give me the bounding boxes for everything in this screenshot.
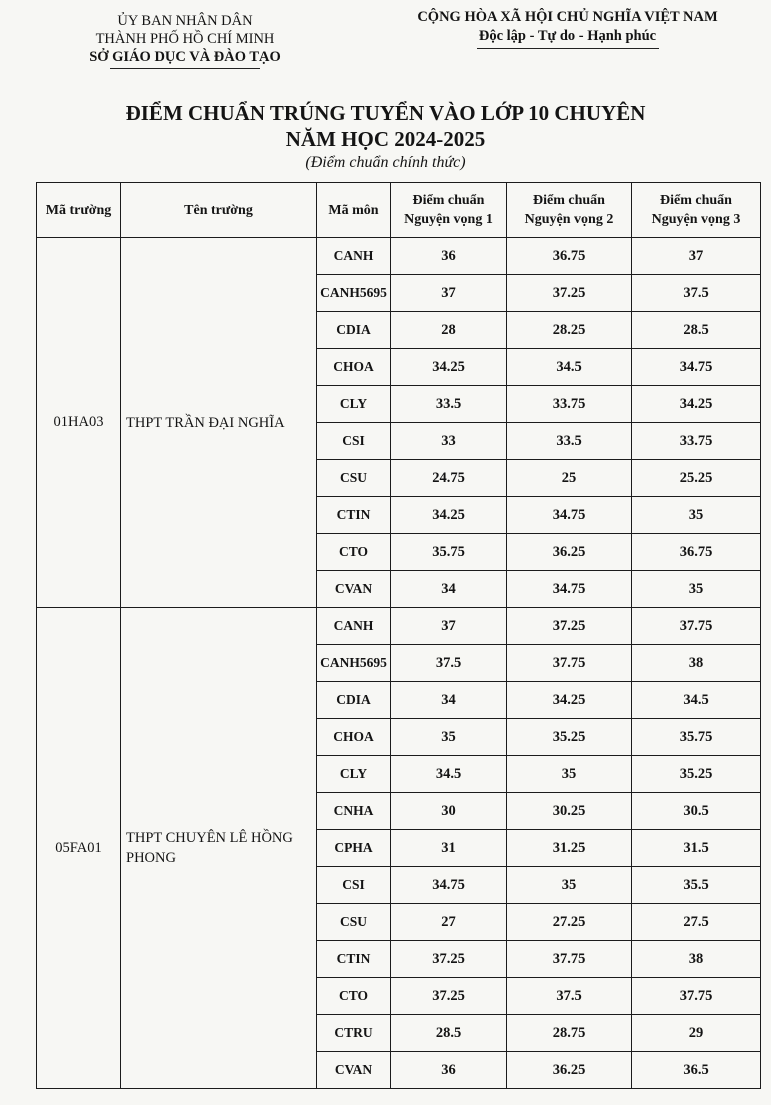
- nv3-score-cell: 37.5: [632, 275, 761, 312]
- nv2-score-cell: 31.25: [507, 830, 632, 867]
- table-row: [37, 238, 761, 275]
- nv1-score-cell: 34: [391, 571, 507, 608]
- subject-code-cell: CVAN: [317, 1052, 391, 1089]
- subject-code-cell: CLY: [317, 386, 391, 423]
- subject-code-cell: CVAN: [317, 571, 391, 608]
- nv2-score-cell: 37.25: [507, 608, 632, 645]
- nv2-score-cell: 34.25: [507, 682, 632, 719]
- subject-code-cell: CSI: [317, 423, 391, 460]
- nv3-score-cell: 37: [632, 238, 761, 275]
- nv3-score-cell: 27.5: [632, 904, 761, 941]
- nv2-score-cell: 34.5: [507, 349, 632, 386]
- national-title: CỘNG HÒA XÃ HỘI CHỦ NGHĨA VIỆT NAM: [417, 9, 718, 25]
- nv2-score-cell: 34.75: [507, 497, 632, 534]
- school-name-cell: THPT TRẦN ĐẠI NGHĨA: [121, 238, 317, 608]
- header-subject-code: Mã môn: [317, 183, 391, 238]
- issuer-underline: [110, 68, 260, 69]
- subject-code-cell: CANH5695: [317, 275, 391, 312]
- nv3-score-cell: 34.25: [632, 386, 761, 423]
- nv3-score-cell: 25.25: [632, 460, 761, 497]
- subject-code-cell: CANH: [317, 608, 391, 645]
- header-nv2-line2: Nguyện vọng 2: [524, 212, 614, 227]
- nv1-score-cell: 33.5: [391, 386, 507, 423]
- nv1-score-cell: 28.5: [391, 1015, 507, 1052]
- nv1-score-cell: 34.75: [391, 867, 507, 904]
- document-year: NĂM HỌC 2024-2025: [285, 127, 486, 151]
- cutoff-score-table: [36, 182, 761, 1089]
- nv2-score-cell: 35.25: [507, 719, 632, 756]
- nv1-score-cell: 30: [391, 793, 507, 830]
- subject-code-cell: CTO: [317, 534, 391, 571]
- subject-code-cell: CTRU: [317, 1015, 391, 1052]
- nv2-score-cell: 30.25: [507, 793, 632, 830]
- header-nv1-line2: Nguyện vọng 1: [404, 212, 493, 227]
- nv1-score-cell: 36: [391, 1052, 507, 1089]
- nv2-score-cell: 27.25: [507, 904, 632, 941]
- nv2-score-cell: 35: [507, 867, 632, 904]
- school-name-cell: THPT CHUYÊN LÊ HỒNG PHONG: [121, 608, 317, 1089]
- header-school-code: Mã trường: [37, 183, 121, 238]
- issuer-line-3: SỞ GIÁO DỤC VÀ ĐÀO TẠO: [89, 49, 281, 65]
- header-nv1-line1: Điểm chuẩn: [412, 193, 485, 208]
- nv1-score-cell: 33: [391, 423, 507, 460]
- nv2-score-cell: 36.25: [507, 534, 632, 571]
- header-nv3-line2: Nguyện vọng 3: [651, 212, 741, 227]
- nv1-score-cell: 34: [391, 682, 507, 719]
- subject-code-cell: CANH5695: [317, 645, 391, 682]
- issuer-line-1: ỦY BAN NHÂN DÂN: [117, 13, 253, 29]
- nv2-score-cell: 37.25: [507, 275, 632, 312]
- subject-code-cell: CPHA: [317, 830, 391, 867]
- nv1-score-cell: 27: [391, 904, 507, 941]
- nv2-score-cell: 36.25: [507, 1052, 632, 1089]
- nv3-score-cell: 38: [632, 645, 761, 682]
- subject-code-cell: CDIA: [317, 682, 391, 719]
- issuer-header: [40, 12, 330, 69]
- nv1-score-cell: 37.5: [391, 645, 507, 682]
- nv3-score-cell: 35.5: [632, 867, 761, 904]
- nv3-score-cell: 37.75: [632, 608, 761, 645]
- header-nv2-line1: Điểm chuẩn: [533, 193, 605, 208]
- nv3-score-cell: 38: [632, 941, 761, 978]
- nv1-score-cell: 34.25: [391, 497, 507, 534]
- document-subtitle: (Điểm chuẩn chính thức): [305, 154, 466, 171]
- motto-underline: [477, 48, 659, 49]
- nv1-score-cell: 31: [391, 830, 507, 867]
- table-body: [37, 238, 761, 1089]
- nv2-score-cell: 37.75: [507, 941, 632, 978]
- nv1-score-cell: 37.25: [391, 941, 507, 978]
- school-code-cell: 05FA01: [37, 608, 121, 1089]
- nv3-score-cell: 31.5: [632, 830, 761, 867]
- nv2-score-cell: 33.5: [507, 423, 632, 460]
- nv2-score-cell: 28.75: [507, 1015, 632, 1052]
- subject-code-cell: CTO: [317, 978, 391, 1015]
- nv2-score-cell: 36.75: [507, 238, 632, 275]
- nv2-score-cell: 25: [507, 460, 632, 497]
- header-nv3-line1: Điểm chuẩn: [660, 193, 732, 208]
- nv1-score-cell: 37.25: [391, 978, 507, 1015]
- nv1-score-cell: 34.25: [391, 349, 507, 386]
- nv2-score-cell: 37.5: [507, 978, 632, 1015]
- subject-code-cell: CTIN: [317, 941, 391, 978]
- subject-code-cell: CTIN: [317, 497, 391, 534]
- table-row: [37, 608, 761, 645]
- nv1-score-cell: 36: [391, 238, 507, 275]
- nv3-score-cell: 35.75: [632, 719, 761, 756]
- subject-code-cell: CSI: [317, 867, 391, 904]
- nv3-score-cell: 35: [632, 571, 761, 608]
- nv3-score-cell: 36.75: [632, 534, 761, 571]
- subject-code-cell: CANH: [317, 238, 391, 275]
- nv1-score-cell: 35.75: [391, 534, 507, 571]
- nv2-score-cell: 33.75: [507, 386, 632, 423]
- issuer-line-2: THÀNH PHỐ HỒ CHÍ MINH: [95, 31, 275, 47]
- nv3-score-cell: 37.75: [632, 978, 761, 1015]
- nv2-score-cell: 37.75: [507, 645, 632, 682]
- nv3-score-cell: 34.75: [632, 349, 761, 386]
- subject-code-cell: CHOA: [317, 349, 391, 386]
- nv3-score-cell: 36.5: [632, 1052, 761, 1089]
- header-nv2: [507, 183, 632, 238]
- nv3-score-cell: 35.25: [632, 756, 761, 793]
- document-title: ĐIỂM CHUẨN TRÚNG TUYỂN VÀO LỚP 10 CHUYÊN: [125, 101, 646, 125]
- header-nv1: [391, 183, 507, 238]
- subject-code-cell: CSU: [317, 460, 391, 497]
- school-code-cell: 01HA03: [37, 238, 121, 608]
- nv1-score-cell: 35: [391, 719, 507, 756]
- table-header-row: [37, 183, 761, 238]
- national-header: [370, 8, 765, 49]
- header-nv3: [632, 183, 761, 238]
- nv1-score-cell: 34.5: [391, 756, 507, 793]
- nv1-score-cell: 24.75: [391, 460, 507, 497]
- header-school-name: Tên trường: [121, 183, 317, 238]
- nv1-score-cell: 37: [391, 275, 507, 312]
- subject-code-cell: CSU: [317, 904, 391, 941]
- nv1-score-cell: 28: [391, 312, 507, 349]
- nv3-score-cell: 28.5: [632, 312, 761, 349]
- national-motto: Độc lập - Tự do - Hạnh phúc: [478, 28, 657, 44]
- nv3-score-cell: 35: [632, 497, 761, 534]
- nv3-score-cell: 29: [632, 1015, 761, 1052]
- nv3-score-cell: 30.5: [632, 793, 761, 830]
- subject-code-cell: CNHA: [317, 793, 391, 830]
- nv3-score-cell: 33.75: [632, 423, 761, 460]
- nv2-score-cell: 28.25: [507, 312, 632, 349]
- subject-code-cell: CHOA: [317, 719, 391, 756]
- nv3-score-cell: 34.5: [632, 682, 761, 719]
- nv1-score-cell: 37: [391, 608, 507, 645]
- subject-code-cell: CLY: [317, 756, 391, 793]
- nv2-score-cell: 35: [507, 756, 632, 793]
- subject-code-cell: CDIA: [317, 312, 391, 349]
- nv2-score-cell: 34.75: [507, 571, 632, 608]
